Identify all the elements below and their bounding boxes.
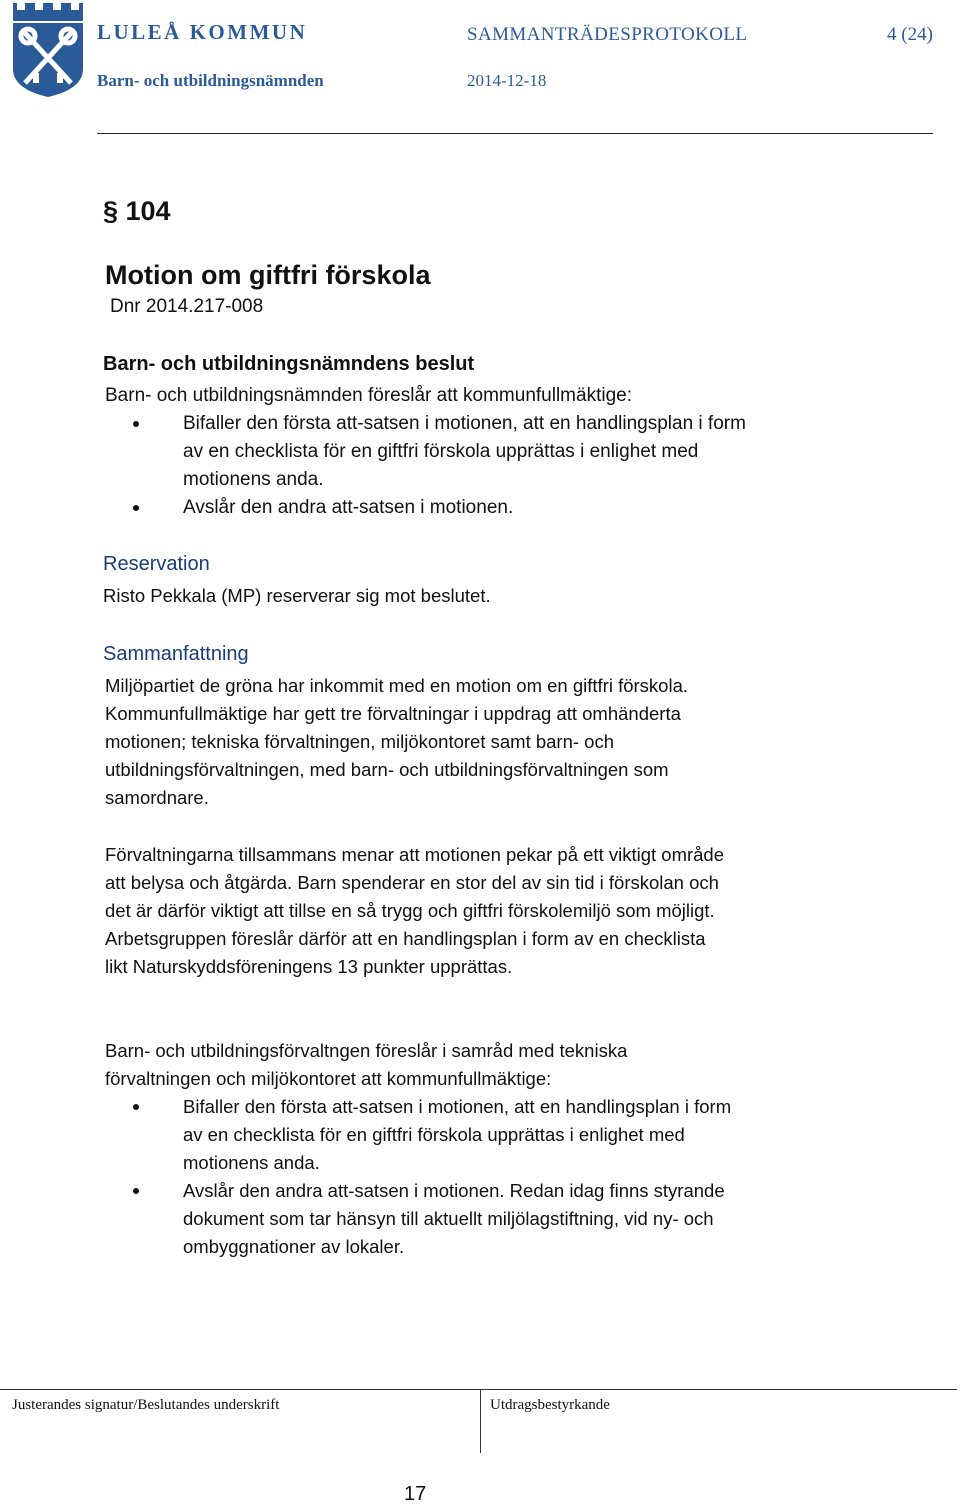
document-type: SAMMANTRÄDESPROTOKOLL: [467, 24, 748, 45]
footer-separator: [480, 1389, 481, 1453]
list-item: Bifaller den första att-satsen i motionen, att en handlingsplan i form av en checklista för en giftfri förskola upprättas i enlighet med motionens anda.: [103, 1093, 823, 1177]
department-name: Barn- och utbildningsnämnden: [97, 71, 324, 90]
signature-label: Justerandes signatur/Beslutandes underskrift: [12, 1397, 280, 1413]
extract-certification-label: Utdragsbestyrkande: [490, 1397, 610, 1413]
page-number: 17: [404, 1483, 427, 1505]
item-title: Motion om giftfri förskola: [105, 260, 431, 290]
decision-list: [103, 410, 823, 522]
bullet-icon: [133, 505, 139, 511]
page-reference: 4 (24): [887, 24, 933, 45]
lulea-coat-of-arms-icon: [13, 3, 83, 97]
decision-intro: Barn- och utbildningsnämnden föreslår att kommunfullmäktige:: [105, 385, 632, 406]
paragraph-number: § 104: [103, 196, 171, 226]
proposal-list: [103, 1093, 823, 1261]
summary-paragraph-1: Miljöpartiet de gröna har inkommit med en motion om en giftfri förskola. Kommunfullmäktige har gett tre förvaltningar i uppdrag att omhänderta motionen; tekniska förvaltningen, miljökontoret samt barn- och utbildningsförvaltningen, med barn- och utbildningsförvaltningen som samordnare.: [105, 675, 689, 808]
meeting-date: 2014-12-18: [467, 71, 547, 90]
case-number: Dnr 2014.217-008: [110, 296, 264, 317]
summary-heading: Sammanfattning: [103, 643, 249, 665]
list-item: Bifaller den första att-satsen i motionen, att en handlingsplan i form av en checklista för en giftfri förskola upprättas i enlighet med motionens anda.: [103, 410, 823, 494]
reservation-heading: Reservation: [103, 553, 210, 575]
bullet-icon: [133, 1188, 139, 1194]
proposal-intro: Barn- och utbildningsförvaltngen föreslår i samråd med tekniska förvaltningen och miljökontoret att kommunfullmäktige:: [105, 1040, 628, 1089]
footer-divider: [0, 1389, 957, 1390]
org-name: LULEÅ KOMMUN: [97, 20, 308, 44]
summary-paragraph-2: Förvaltningarna tillsammans menar att motionen pekar på ett viktigt område att belysa och åtgärda. Barn spenderar en stor del av sin tid i förskolan och det är därför viktigt att tillse en så trygg och giftfri förskolemiljö som möjligt. Arbetsgruppen föreslår därför att en handlingsplan i form av en checklista likt Naturskyddsföreningens 13 punkter upprättas.: [105, 844, 725, 977]
bullet-icon: [133, 421, 139, 427]
list-item: Avslår den andra att-satsen i motionen. Redan idag finns styrande dokument som tar hänsyn till aktuellt miljölagstiftning, vid ny- och ombyggnationer av lokaler.: [103, 1177, 823, 1261]
decision-heading: Barn- och utbildningsnämndens beslut: [103, 353, 475, 375]
list-item: Avslår den andra att-satsen i motionen.: [103, 494, 823, 522]
reservation-text: Risto Pekkala (MP) reserverar sig mot beslutet.: [103, 585, 491, 606]
bullet-icon: [133, 1104, 139, 1110]
header-divider: [97, 133, 933, 134]
